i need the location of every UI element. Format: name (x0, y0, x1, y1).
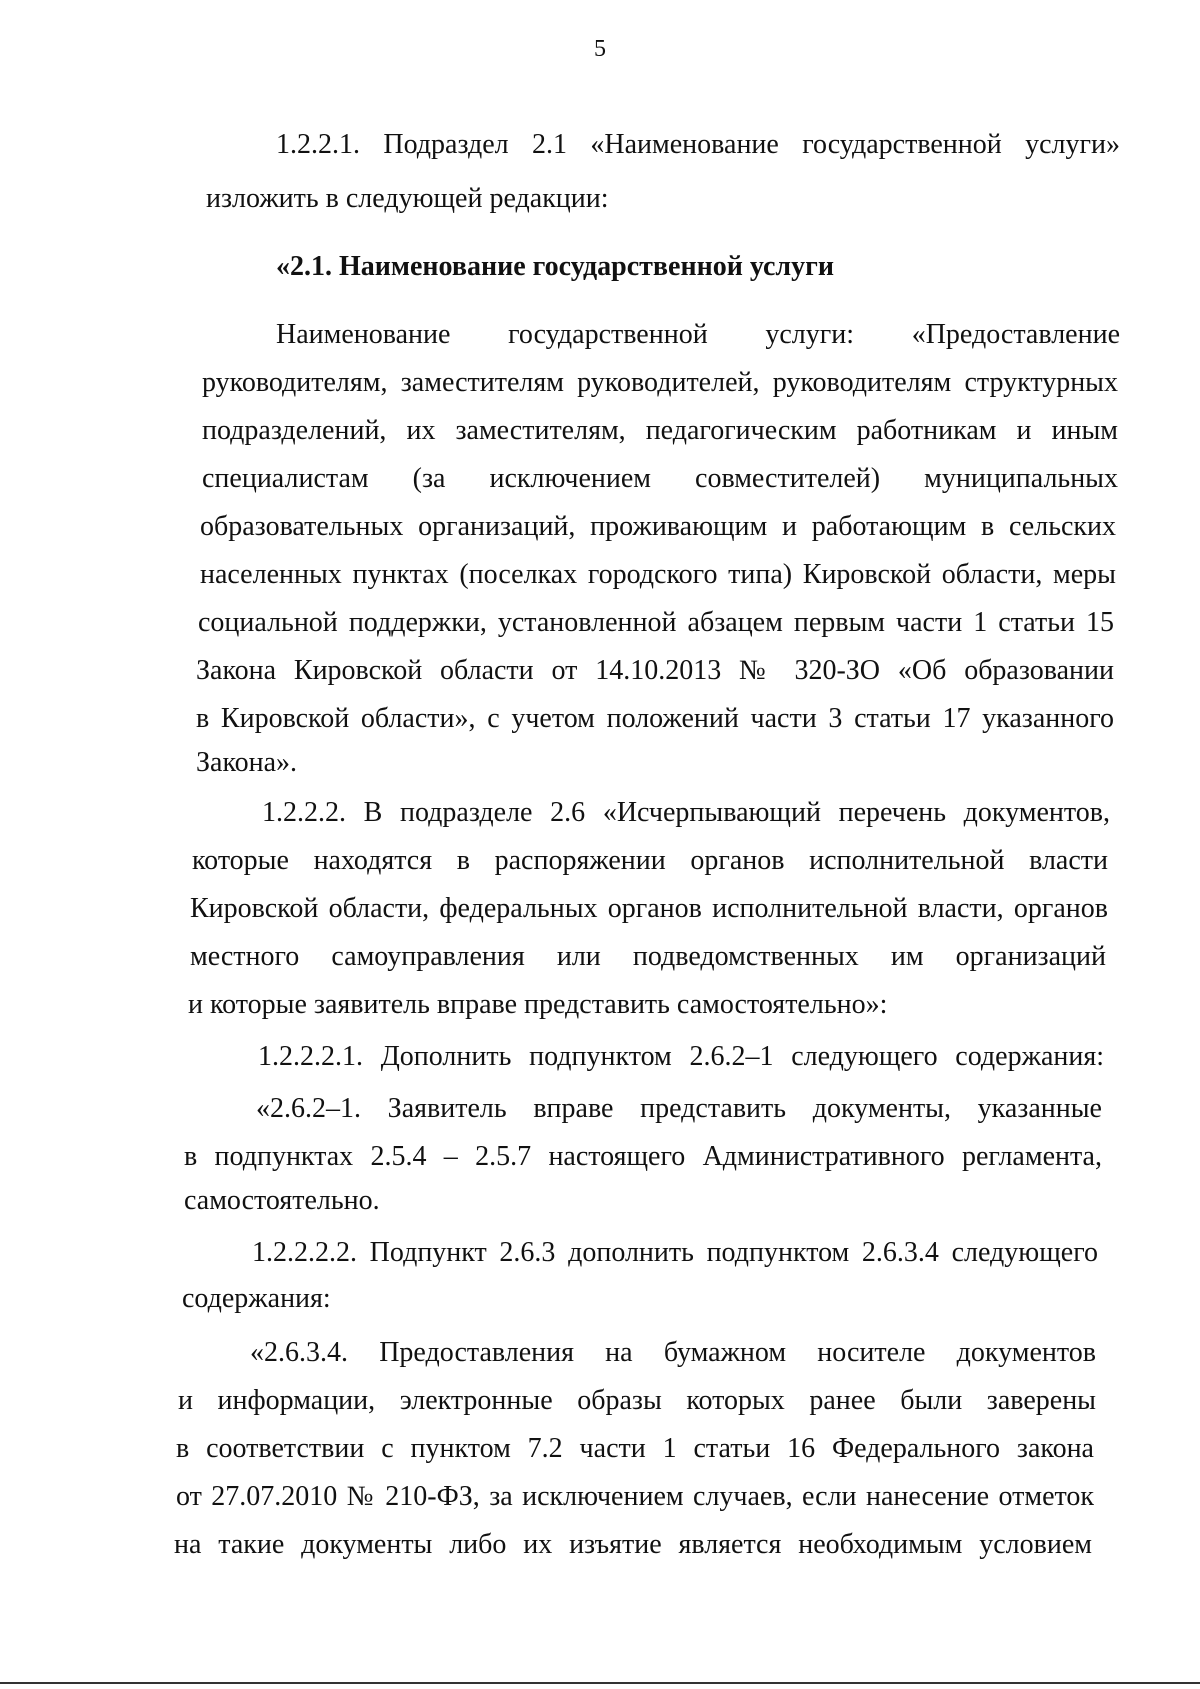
text-line: в подпунктах 2.5.4 – 2.5.7 настоящего Административного регламента, (184, 1141, 1102, 1172)
text-line: которые находятся в распоряжении органов исполнительной власти (192, 845, 1108, 876)
text-line: 1.2.2.1. Подраздел 2.1 «Наименование государственной услуги» (276, 129, 1120, 160)
scan-edge-line (0, 1682, 1200, 1684)
text-line: в Кировской области», с учетом положений части 3 статьи 17 указанного (196, 703, 1114, 734)
text-line: Закона». (196, 747, 298, 778)
text-line: изложить в следующей редакции: (206, 183, 609, 214)
text-line: 1.2.2.2. В подразделе 2.6 «Исчерпывающий перечень документов, (262, 797, 1110, 828)
text-line: «2.6.3.4. Предоставления на бумажном носителе документов (250, 1337, 1096, 1368)
text-line: от 27.07.2010 № 210-ФЗ, за исключением случаев, если нанесение отметок (176, 1481, 1094, 1512)
section-heading: «2.1. Наименование государственной услуги (276, 251, 834, 282)
text-line: самостоятельно. (184, 1185, 380, 1216)
text-line: 1.2.2.2.1. Дополнить подпунктом 2.6.2–1 следующего содержания: (258, 1041, 1104, 1072)
text-line: Закона Кировской области от 14.10.2013 № 320-ЗО «Об образовании (196, 655, 1114, 686)
text-line: Кировской области, федеральных органов исполнительной власти, органов (190, 893, 1108, 924)
text-line: на такие документы либо их изъятие является необходимым условием (174, 1529, 1092, 1560)
text-line: руководителям, заместителям руководителей, руководителям структурных (202, 367, 1118, 398)
text-line: населенных пунктах (поселках городского типа) Кировской области, меры (200, 559, 1116, 590)
text-line: и которые заявитель вправе представить самостоятельно»: (188, 989, 888, 1020)
text-line: Наименование государственной услуги: «Предоставление (276, 319, 1120, 350)
text-line: подразделений, их заместителям, педагогическим работникам и иным (202, 415, 1118, 446)
text-line: специалистам (за исключением совместителей) муниципальных (202, 463, 1118, 494)
text-line: социальной поддержки, установленной абзацем первым части 1 статьи 15 (198, 607, 1114, 638)
text-line: содержания: (182, 1283, 331, 1314)
text-line: и информации, электронные образы которых ранее были заверены (178, 1385, 1096, 1416)
text-line: «2.6.2–1. Заявитель вправе представить документы, указанные (256, 1093, 1102, 1124)
text-line: образовательных организаций, проживающим и работающим в сельских (200, 511, 1116, 542)
text-line: 1.2.2.2.2. Подпункт 2.6.3 дополнить подпунктом 2.6.3.4 следующего (252, 1237, 1098, 1268)
text-line: местного самоуправления или подведомственных им организаций (190, 941, 1106, 972)
text-line: в соответствии с пунктом 7.2 части 1 статьи 16 Федерального закона (176, 1433, 1094, 1464)
page-number: 5 (594, 36, 606, 62)
